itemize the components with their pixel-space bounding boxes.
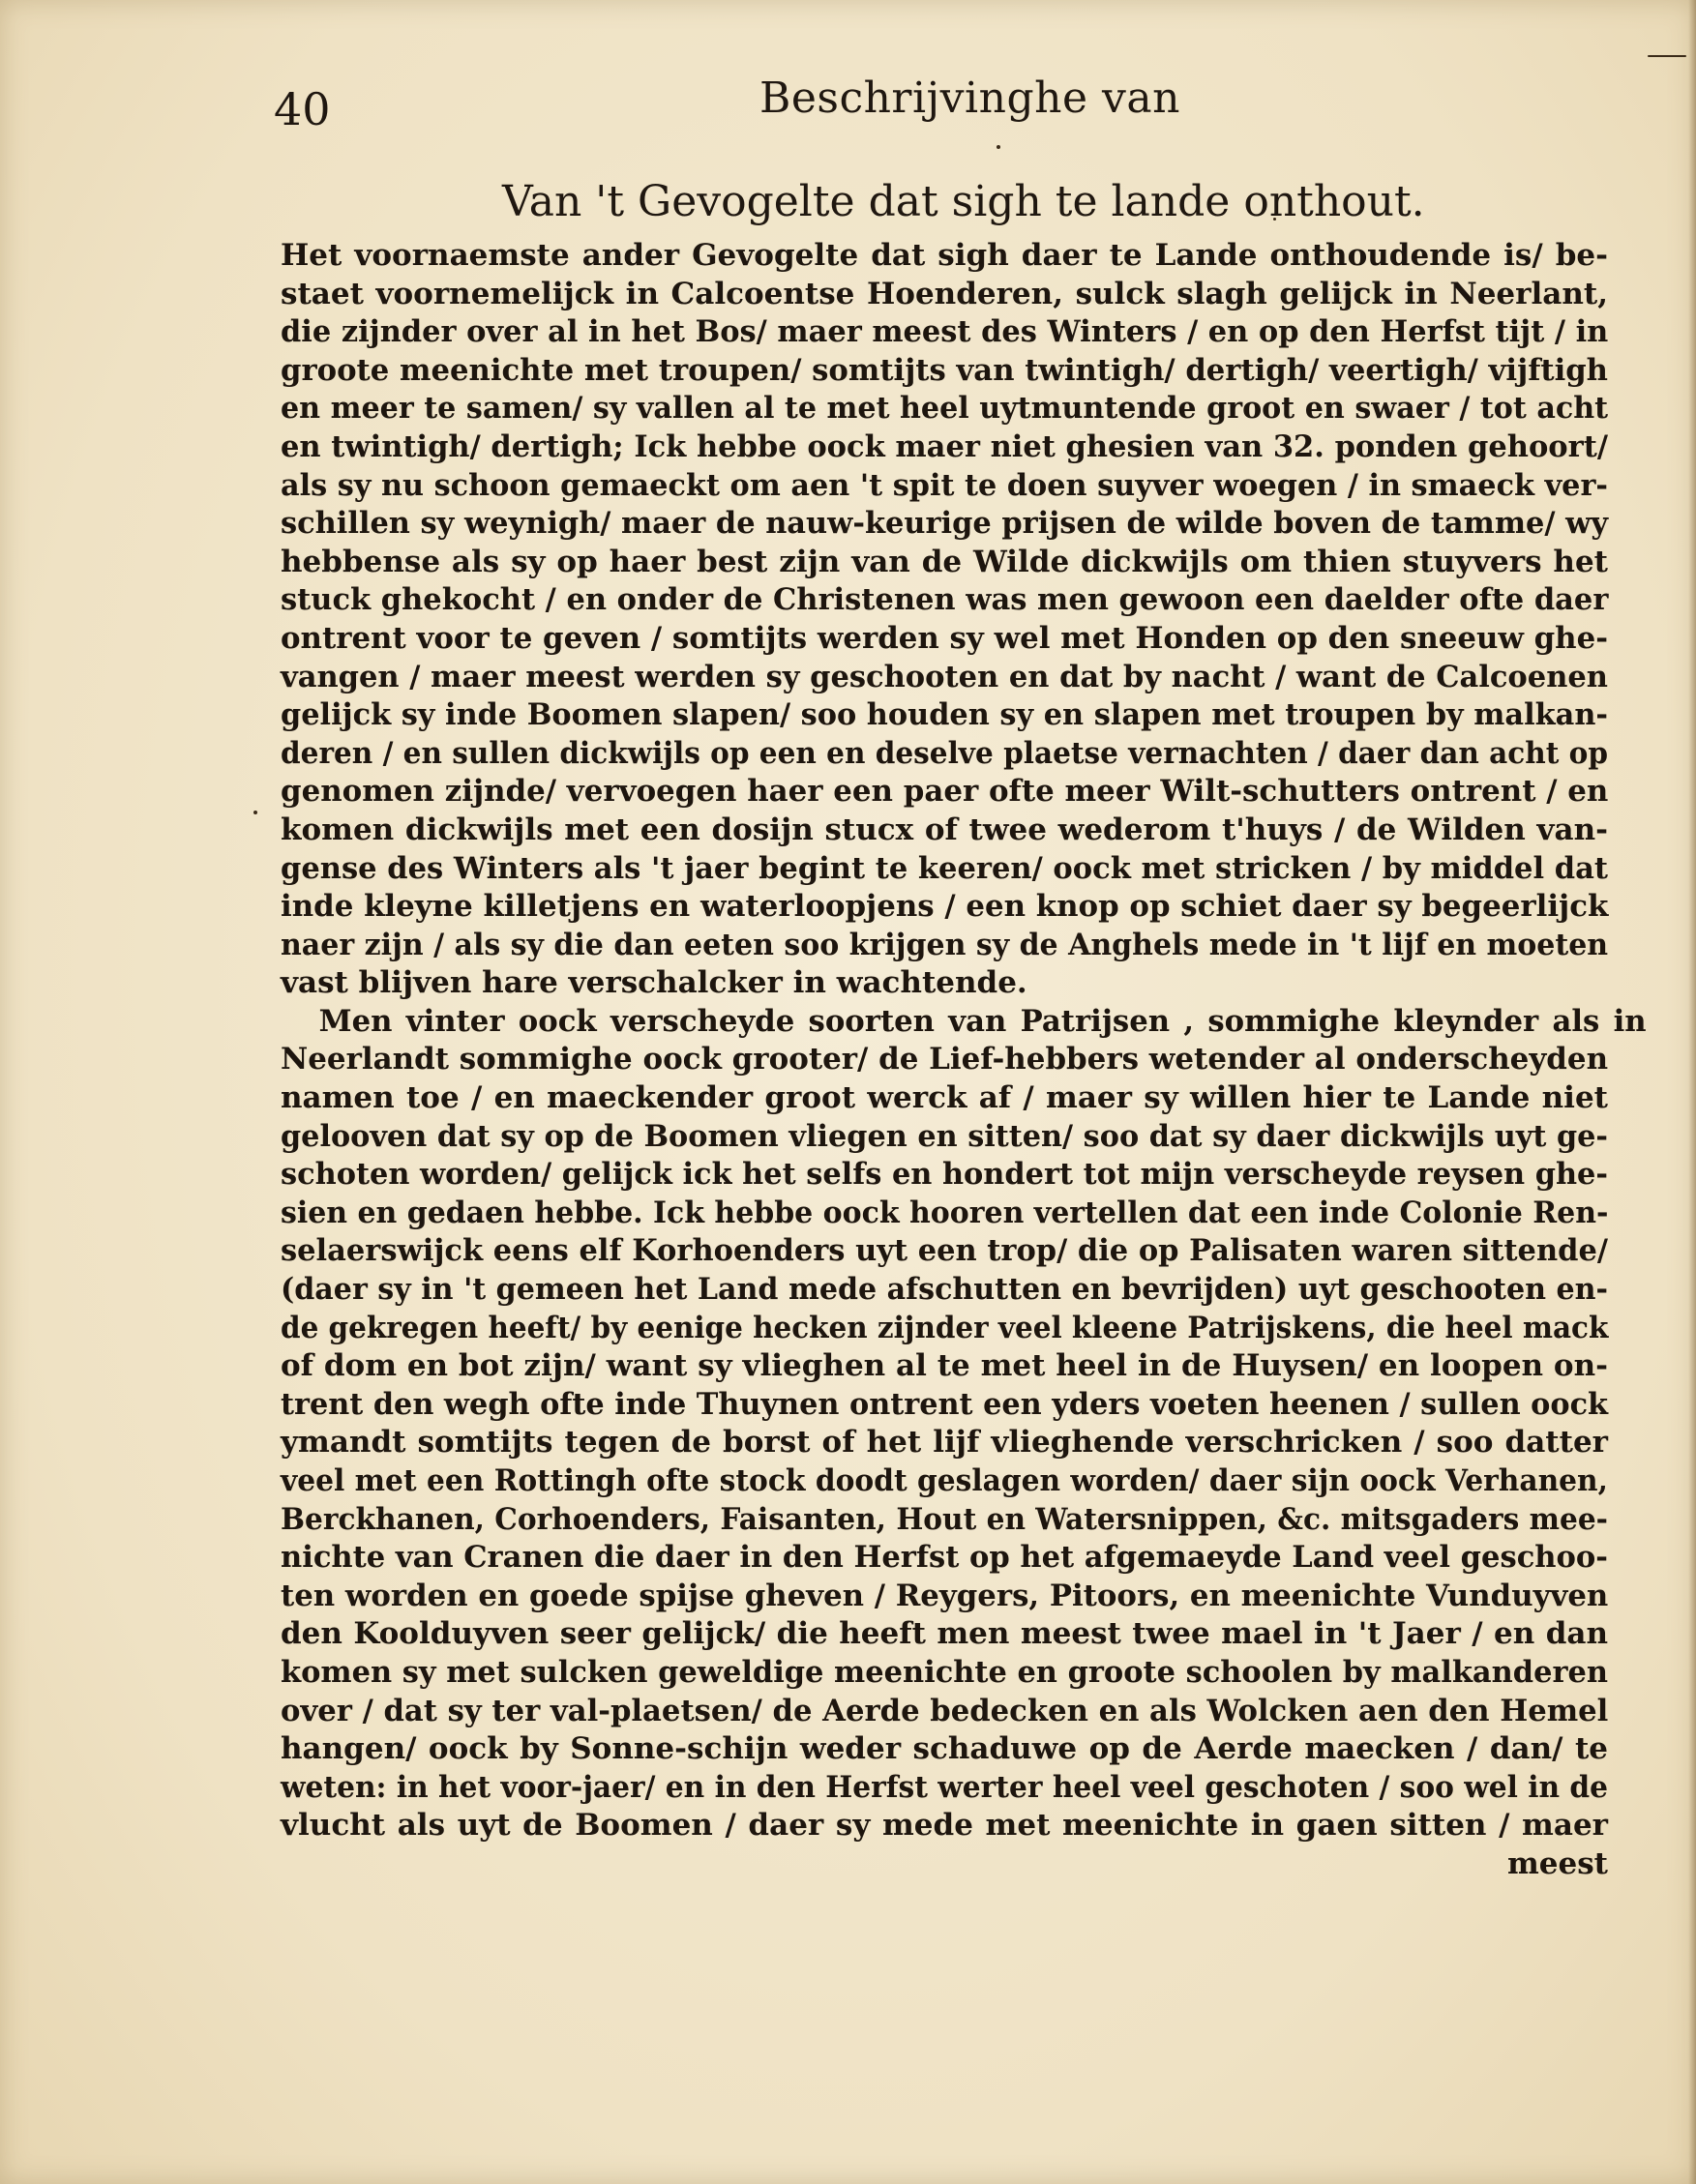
text-line: inde kleyne killetjens en waterloopjens / een knop op schiet daer sy begeerlijck: [281, 889, 1609, 925]
text-line: Men vinter oock verscheyde soorten van Patrijsen , sommighe kleynder als in: [318, 1003, 1647, 1039]
text-line: gelooven dat sy op de Boomen vliegen en sitten/ soo dat sy daer dickwijls uyt ge-: [281, 1118, 1608, 1154]
text-line: den Koolduyven seer gelijck/ die heeft men meest twee mael in 't Jaer / en dan: [281, 1616, 1608, 1652]
text-line: deren / en sullen dickwijls op een en deselve plaetse vernachten / daer dan acht op: [281, 735, 1609, 771]
text-line: die zijnder over al in het Bos/ maer meest des Winters / en op den Herfst tijt / in: [281, 314, 1609, 350]
text-line: trent den wegh ofte inde Thuynen ontrent een yders voeten heenen / sullen oock: [281, 1386, 1609, 1422]
text-line: nichte van Cranen die daer in den Herfst op het afgemaeyde Land veel geschoo-: [281, 1540, 1608, 1576]
text-line: Neerlandt sommighe oock grooter/ de Lief-hebbers wetender al onderscheyden: [281, 1042, 1609, 1077]
text-line: Het voornaemste ander Gevogelte dat sigh daer te Lande onthoudende is/ be-: [281, 238, 1608, 273]
speck: [1648, 55, 1686, 57]
text-line: stuck ghekocht / en onder de Christenen was men gewoon een daelder ofte daer: [281, 582, 1609, 618]
catchword: meest: [1506, 1845, 1608, 1881]
text-line: (daer sy in 't gemeen het Land mede afschutten en bevrijden) uyt geschooten en-: [281, 1272, 1609, 1308]
text-line: ontrent voor te geven / somtijts werden sy wel met Honden op den sneeuw ghe-: [281, 620, 1608, 656]
text-line: schoten worden/ gelijck ick het selfs en hondert tot mijn verscheyde reysen ghe-: [281, 1157, 1608, 1193]
page-edge-shadow: [1688, 0, 1696, 2184]
text-line: vast blijven hare verschalcker in wachtende.: [281, 965, 1027, 1001]
text-line: en meer te samen/ sy vallen al te met heel uytmuntende groot en swaer / tot acht: [281, 391, 1609, 427]
text-line: weten: in het voor-jaer/ en in den Herfst werter heel veel geschoten / soo wel in de: [281, 1769, 1609, 1805]
text-line: schillen sy weynigh/ maer de nauw-keurige prijsen de wilde boven de tamme/ wy: [281, 506, 1608, 542]
text-line: ten worden en goede spijse gheven / Reygers, Pitoors, en meenichte Vunduyven: [281, 1578, 1609, 1613]
text-line: gense des Winters als 't jaer begint te keeren/ oock met stricken / by middel dat: [281, 850, 1608, 886]
text-line: veel met een Rottingh ofte stock doodt geslagen worden/ daer sijn oock Verhanen,: [281, 1463, 1608, 1498]
page-number: 40: [274, 83, 331, 135]
text-line: genomen zijnde/ vervoegen haer een paer ofte meer Wilt-schutters ontrent / en: [281, 774, 1609, 810]
body-text: [281, 237, 1647, 1884]
speck: [997, 145, 1000, 149]
text-line: vlucht als uyt de Boomen / daer sy mede met meenichte in gaen sitten / maer: [281, 1808, 1608, 1844]
text-line: sien en gedaen hebbe. Ick hebbe oock hooren vertellen dat een inde Colonie Ren-: [281, 1195, 1609, 1230]
text-line: Berckhanen, Corhoenders, Faisanten, Hout en Watersnippen, &c. mitsgaders mee-: [281, 1501, 1608, 1537]
text-line: gelijck sy inde Boomen slapen/ soo houden sy en slapen met troupen by malkan-: [281, 697, 1608, 733]
running-head: Beschrijvinghe van: [759, 74, 1180, 123]
text-line: hangen/ oock by Sonne-schijn weder schaduwe op de Aerde maecken / dan/ te: [281, 1731, 1608, 1767]
text-line: en twintigh/ dertigh; Ick hebbe oock maer niet ghesien van 32. ponden gehoort/: [281, 428, 1608, 464]
text-line: als sy nu schoon gemaeckt om aen 't spit te doen suyver woegen / in smaeck ver-: [281, 467, 1608, 503]
text-line: staet voornemelijck in Calcoentse Hoenderen, sulck slagh gelijck in Neerlant,: [281, 276, 1608, 311]
text-line: ymandt somtijts tegen de borst of het lijf vlieghende verschricken / soo datter: [281, 1425, 1608, 1461]
text-line: over / dat sy ter val-plaetsen/ de Aerde bedecken en als Wolcken aen den Hemel: [281, 1693, 1609, 1728]
text-line: selaerswijck eens elf Korhoenders uyt een trop/ die op Palisaten waren sittende/: [281, 1233, 1608, 1269]
text-line: naer zijn / als sy die dan eeten soo krijgen sy de Anghels mede in 't lijf en moeten: [281, 927, 1609, 962]
speck: [253, 811, 257, 814]
text-line: namen toe / en maeckender groot werck af / maer sy willen hier te Lande niet: [281, 1080, 1608, 1116]
text-line: vangen / maer meest werden sy geschooten en dat by nacht / want de Calcoenen: [281, 659, 1608, 694]
text-line: of dom en bot zijn/ want sy vlieghen al te met heel in de Huysen/ en loopen on-: [281, 1348, 1608, 1384]
text-line: de gekregen heeft/ by eenige hecken zijnder veel kleene Patrijskens, die heel mack: [281, 1310, 1609, 1345]
text-line: hebbense als sy op haer best zijn van de Wilde dickwijls om thien stuyvers het: [281, 544, 1608, 579]
text-line: groote meenichte met troupen/ somtijts van twintigh/ dertigh/ veertigh/ vijftigh: [281, 352, 1609, 388]
section-title: Van 't Gevogelte dat sigh te lande onthout.: [502, 177, 1425, 226]
text-line: komen dickwijls met een dosijn stucx of twee wederom t'huys / de Wilden van-: [281, 812, 1608, 847]
text-line: komen sy met sulcken geweldige meenichte en groote schoolen by malkanderen: [281, 1654, 1608, 1690]
